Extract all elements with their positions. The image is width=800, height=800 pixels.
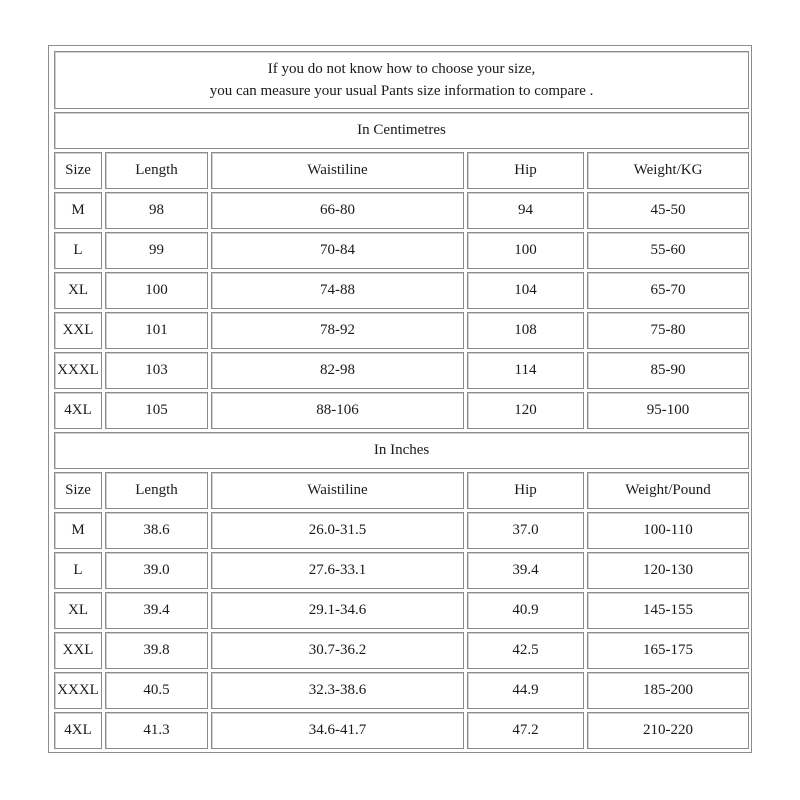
weight-cell: 120-130 — [587, 552, 749, 589]
hip-cell: 108 — [467, 312, 584, 349]
column-header-length: Length — [105, 472, 208, 509]
weight-cell: 85-90 — [587, 352, 749, 389]
hip-cell: 114 — [467, 352, 584, 389]
intro-line-1: If you do not know how to choose your size, — [267, 61, 536, 77]
size-cell: L — [54, 552, 102, 589]
waistline-cell: 70-84 — [211, 232, 464, 269]
length-cell: 39.4 — [105, 592, 208, 629]
table-row — [54, 392, 749, 429]
weight-cell: 55-60 — [587, 232, 749, 269]
section-title-inches: In Inches — [54, 432, 749, 469]
waistline-cell: 78-92 — [211, 312, 464, 349]
intro-cell — [54, 51, 749, 109]
length-cell: 99 — [105, 232, 208, 269]
table-row — [54, 632, 749, 669]
section-title-centimetres: In Centimetres — [54, 112, 749, 149]
column-header-waistline: Waistiline — [211, 472, 464, 509]
table-row — [54, 192, 749, 229]
hip-cell: 47.2 — [467, 712, 584, 749]
table-row — [54, 352, 749, 389]
waistline-cell: 74-88 — [211, 272, 464, 309]
waistline-cell: 30.7-36.2 — [211, 632, 464, 669]
size-cell: 4XL — [54, 392, 102, 429]
weight-cell: 75-80 — [587, 312, 749, 349]
column-header-length: Length — [105, 152, 208, 189]
waistline-cell: 66-80 — [211, 192, 464, 229]
weight-cell: 210-220 — [587, 712, 749, 749]
hip-cell: 42.5 — [467, 632, 584, 669]
section-title-row-inches — [54, 432, 749, 469]
hip-cell: 40.9 — [467, 592, 584, 629]
waistline-cell: 88-106 — [211, 392, 464, 429]
length-cell: 103 — [105, 352, 208, 389]
waistline-cell: 29.1-34.6 — [211, 592, 464, 629]
length-cell: 39.0 — [105, 552, 208, 589]
length-cell: 41.3 — [105, 712, 208, 749]
weight-cell: 185-200 — [587, 672, 749, 709]
size-chart-sheet — [48, 45, 752, 753]
size-cell: L — [54, 232, 102, 269]
length-cell: 101 — [105, 312, 208, 349]
hip-cell: 104 — [467, 272, 584, 309]
size-cell: XL — [54, 272, 102, 309]
waistline-cell: 32.3-38.6 — [211, 672, 464, 709]
weight-cell: 145-155 — [587, 592, 749, 629]
column-header-size: Size — [54, 152, 102, 189]
table-row — [54, 672, 749, 709]
size-cell: M — [54, 192, 102, 229]
length-cell: 39.8 — [105, 632, 208, 669]
waistline-cell: 34.6-41.7 — [211, 712, 464, 749]
table-row — [54, 232, 749, 269]
hip-cell: 100 — [467, 232, 584, 269]
section-title-row-centimetres — [54, 112, 749, 149]
table-row — [54, 512, 749, 549]
column-header-weight: Weight/KG — [587, 152, 749, 189]
weight-cell: 45-50 — [587, 192, 749, 229]
length-cell: 100 — [105, 272, 208, 309]
size-cell: XXL — [54, 632, 102, 669]
length-cell: 105 — [105, 392, 208, 429]
weight-cell: 65-70 — [587, 272, 749, 309]
column-header-size: Size — [54, 472, 102, 509]
header-row-centimetres — [54, 152, 749, 189]
intro-line-2: you can measure your usual Pants size information to compare . — [209, 83, 594, 99]
size-cell: XXXL — [54, 352, 102, 389]
hip-cell: 94 — [467, 192, 584, 229]
weight-cell: 165-175 — [587, 632, 749, 669]
column-header-hip: Hip — [467, 472, 584, 509]
table-row — [54, 272, 749, 309]
header-row-inches — [54, 472, 749, 509]
waistline-cell: 26.0-31.5 — [211, 512, 464, 549]
size-cell: XXL — [54, 312, 102, 349]
waistline-cell: 27.6-33.1 — [211, 552, 464, 589]
table-row — [54, 712, 749, 749]
table-row — [54, 552, 749, 589]
size-cell: 4XL — [54, 712, 102, 749]
length-cell: 40.5 — [105, 672, 208, 709]
hip-cell: 120 — [467, 392, 584, 429]
intro-row — [54, 51, 749, 109]
size-cell: XXXL — [54, 672, 102, 709]
column-header-waistline: Waistiline — [211, 152, 464, 189]
waistline-cell: 82-98 — [211, 352, 464, 389]
length-cell: 38.6 — [105, 512, 208, 549]
weight-cell: 95-100 — [587, 392, 749, 429]
size-cell: XL — [54, 592, 102, 629]
length-cell: 98 — [105, 192, 208, 229]
column-header-hip: Hip — [467, 152, 584, 189]
size-chart-table — [51, 48, 752, 752]
column-header-weight: Weight/Pound — [587, 472, 749, 509]
hip-cell: 39.4 — [467, 552, 584, 589]
weight-cell: 100-110 — [587, 512, 749, 549]
hip-cell: 44.9 — [467, 672, 584, 709]
table-row — [54, 592, 749, 629]
size-cell: M — [54, 512, 102, 549]
table-row — [54, 312, 749, 349]
hip-cell: 37.0 — [467, 512, 584, 549]
